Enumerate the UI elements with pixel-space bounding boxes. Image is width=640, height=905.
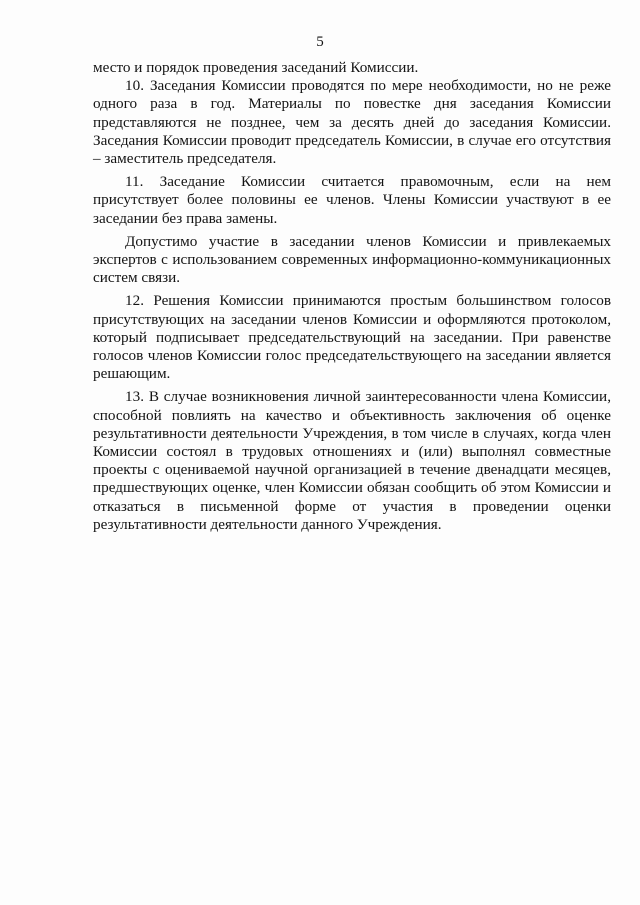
paragraph-remote-participation: Допустимо участие в заседании членов Комиссии и привлекаемых экспертов с использованием современных информационно-коммуникационных систем связи.	[93, 232, 611, 287]
document-body	[93, 59, 611, 534]
paragraph-11: 11. Заседание Комиссии считается правомочным, если на нем присутствует более половины ее членов. Члены Комиссии участвуют в ее заседании без права замены.	[93, 173, 611, 227]
paragraph-10: 10. Заседания Комиссии проводятся по мере необходимости, но не реже одного раза в год. Материалы по повестке дня заседания Комиссии представляются не позднее, чем за десять дней до заседания Комиссии. Заседания Комиссии проводит председатель Комиссии, в случае его отсутствия – заместитель председателя.	[93, 77, 611, 168]
paragraph-13: 13. В случае возникновения личной заинтересованности члена Комиссии, способной повлиять на качество и объективность заключения об оценке результативности деятельности Учреждения, в том числе в случаях, когда член Комиссии состоял в трудовых отношениях и (или) выполнял совместные проекты с оцениваемой научной организацией в течение двенадцати месяцев, предшествующих оценке, член Комиссии обязан сообщить об этом Комиссии и отказаться в письменной форме от участия в проведении оценки результативности деятельности данного Учреждения.	[93, 388, 611, 533]
page-number: 5	[316, 34, 324, 50]
paragraph-12: 12. Решения Комиссии принимаются простым большинством голосов присутствующих на заседании членов Комиссии и оформляются протоколом, который подписывает председательствующий на заседании. При равенстве голосов членов Комиссии голос председательствующего на заседании является решающим.	[93, 292, 611, 383]
paragraph-continuation: место и порядок проведения заседаний Комиссии.	[93, 59, 419, 76]
